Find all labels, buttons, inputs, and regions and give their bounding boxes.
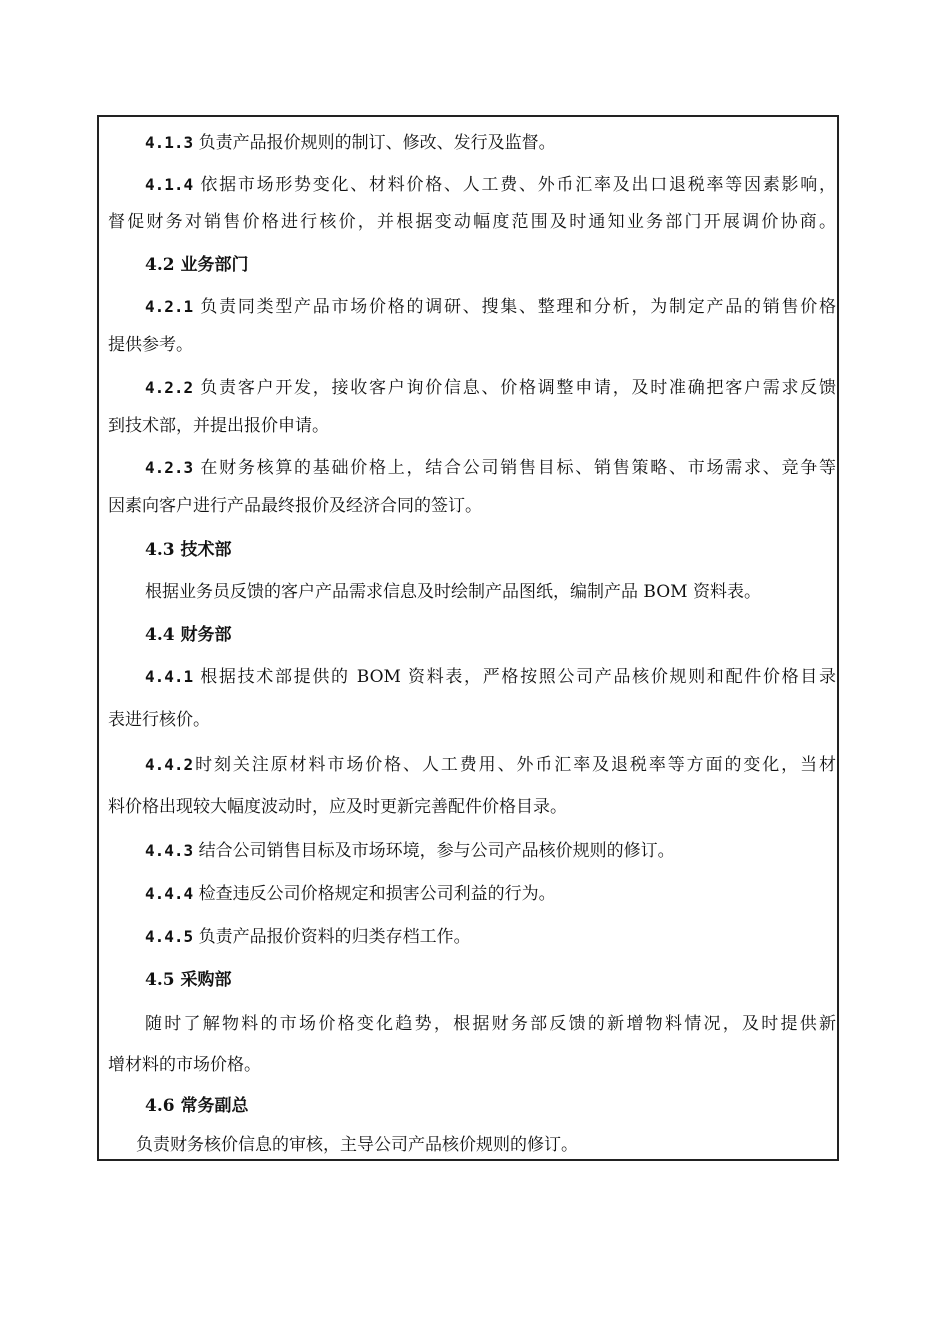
item-4-2-2-line2: 到技术部，并提出报价申请。	[108, 416, 329, 436]
item-4-4-3	[108, 840, 836, 862]
section-heading-4-6: 4.6 常务副总	[145, 1096, 249, 1116]
item-text: 负责客户开发，接收客户询价信息、价格调整申请，及时准确把客户需求反馈	[193, 378, 836, 398]
section-heading-4-3: 4.3 技术部	[145, 540, 232, 560]
item-number: 4.4.5	[145, 927, 194, 946]
item-number: 4.4.2	[145, 755, 194, 774]
section-heading-4-4: 4.4 财务部	[145, 625, 232, 645]
item-4-1-3	[108, 132, 836, 154]
item-text: 负责产品报价资料的归类存档工作。	[193, 927, 471, 947]
item-4-4-1-line2: 表进行核价。	[108, 710, 210, 730]
item-number: 4.4.1	[145, 667, 194, 686]
item-number: 4.4.4	[145, 884, 194, 903]
item-4-1-4-line2: 督促财务对销售价格进行核价，并根据变动幅度范围及时通知业务部门开展调价协商。	[108, 212, 836, 232]
item-4-2-3-line2: 因素向客户进行产品最终报价及经济合同的签订。	[108, 496, 482, 516]
item-4-4-5	[108, 926, 836, 948]
section-4-3-text: 根据业务员反馈的客户产品需求信息及时绘制产品图纸，编制产品 BOM 资料表。	[145, 582, 761, 602]
section-4-5-line2: 增材料的市场价格。	[108, 1055, 261, 1075]
item-text: 根据技术部提供的 BOM 资料表，严格按照公司产品核价规则和配件价格目录	[193, 667, 836, 687]
item-number: 4.2.2	[145, 378, 194, 397]
item-4-2-2-line1	[108, 377, 836, 399]
item-text: 结合公司销售目标及市场环境，参与公司产品核价规则的修订。	[193, 841, 675, 861]
item-text: 时刻关注原材料市场价格、人工费用、外币汇率及退税率等方面的变化，当材	[193, 755, 836, 775]
item-text: 在财务核算的基础价格上，结合公司销售目标、销售策略、市场需求、竞争等	[193, 458, 836, 478]
item-4-2-1-line1	[108, 296, 836, 318]
item-number: 4.4.3	[145, 841, 194, 860]
section-4-5-line1: 随时了解物料的市场价格变化趋势，根据财务部反馈的新增物料情况，及时提供新	[145, 1014, 836, 1034]
item-4-4-4	[108, 883, 836, 905]
section-heading-4-5: 4.5 采购部	[145, 970, 232, 990]
item-text: 检查违反公司价格规定和损害公司利益的行为。	[193, 884, 556, 904]
item-number: 4.2.3	[145, 458, 194, 477]
section-4-6-text: 负责财务核价信息的审核，主导公司产品核价规则的修订。	[136, 1135, 578, 1155]
item-text: 依据市场形势变化、材料价格、人工费、外币汇率及出口退税率等因素影响，	[193, 175, 836, 195]
item-4-1-4-line1	[108, 174, 836, 196]
item-4-4-1-line1	[108, 666, 836, 688]
item-4-2-3-line1	[108, 457, 836, 479]
item-number: 4.1.4	[145, 175, 194, 194]
item-text: 负责产品报价规则的制订、修改、发行及监督。	[193, 133, 556, 153]
section-heading-4-2: 4.2 业务部门	[145, 255, 249, 275]
item-4-4-2-line1	[108, 754, 836, 776]
item-4-4-2-line2: 料价格出现较大幅度波动时，应及时更新完善配件价格目录。	[108, 797, 567, 817]
item-4-2-1-line2: 提供参考。	[108, 335, 193, 355]
item-number: 4.1.3	[145, 133, 194, 152]
item-number: 4.2.1	[145, 297, 194, 316]
item-text: 负责同类型产品市场价格的调研、搜集、整理和分析，为制定产品的销售价格	[193, 297, 836, 317]
